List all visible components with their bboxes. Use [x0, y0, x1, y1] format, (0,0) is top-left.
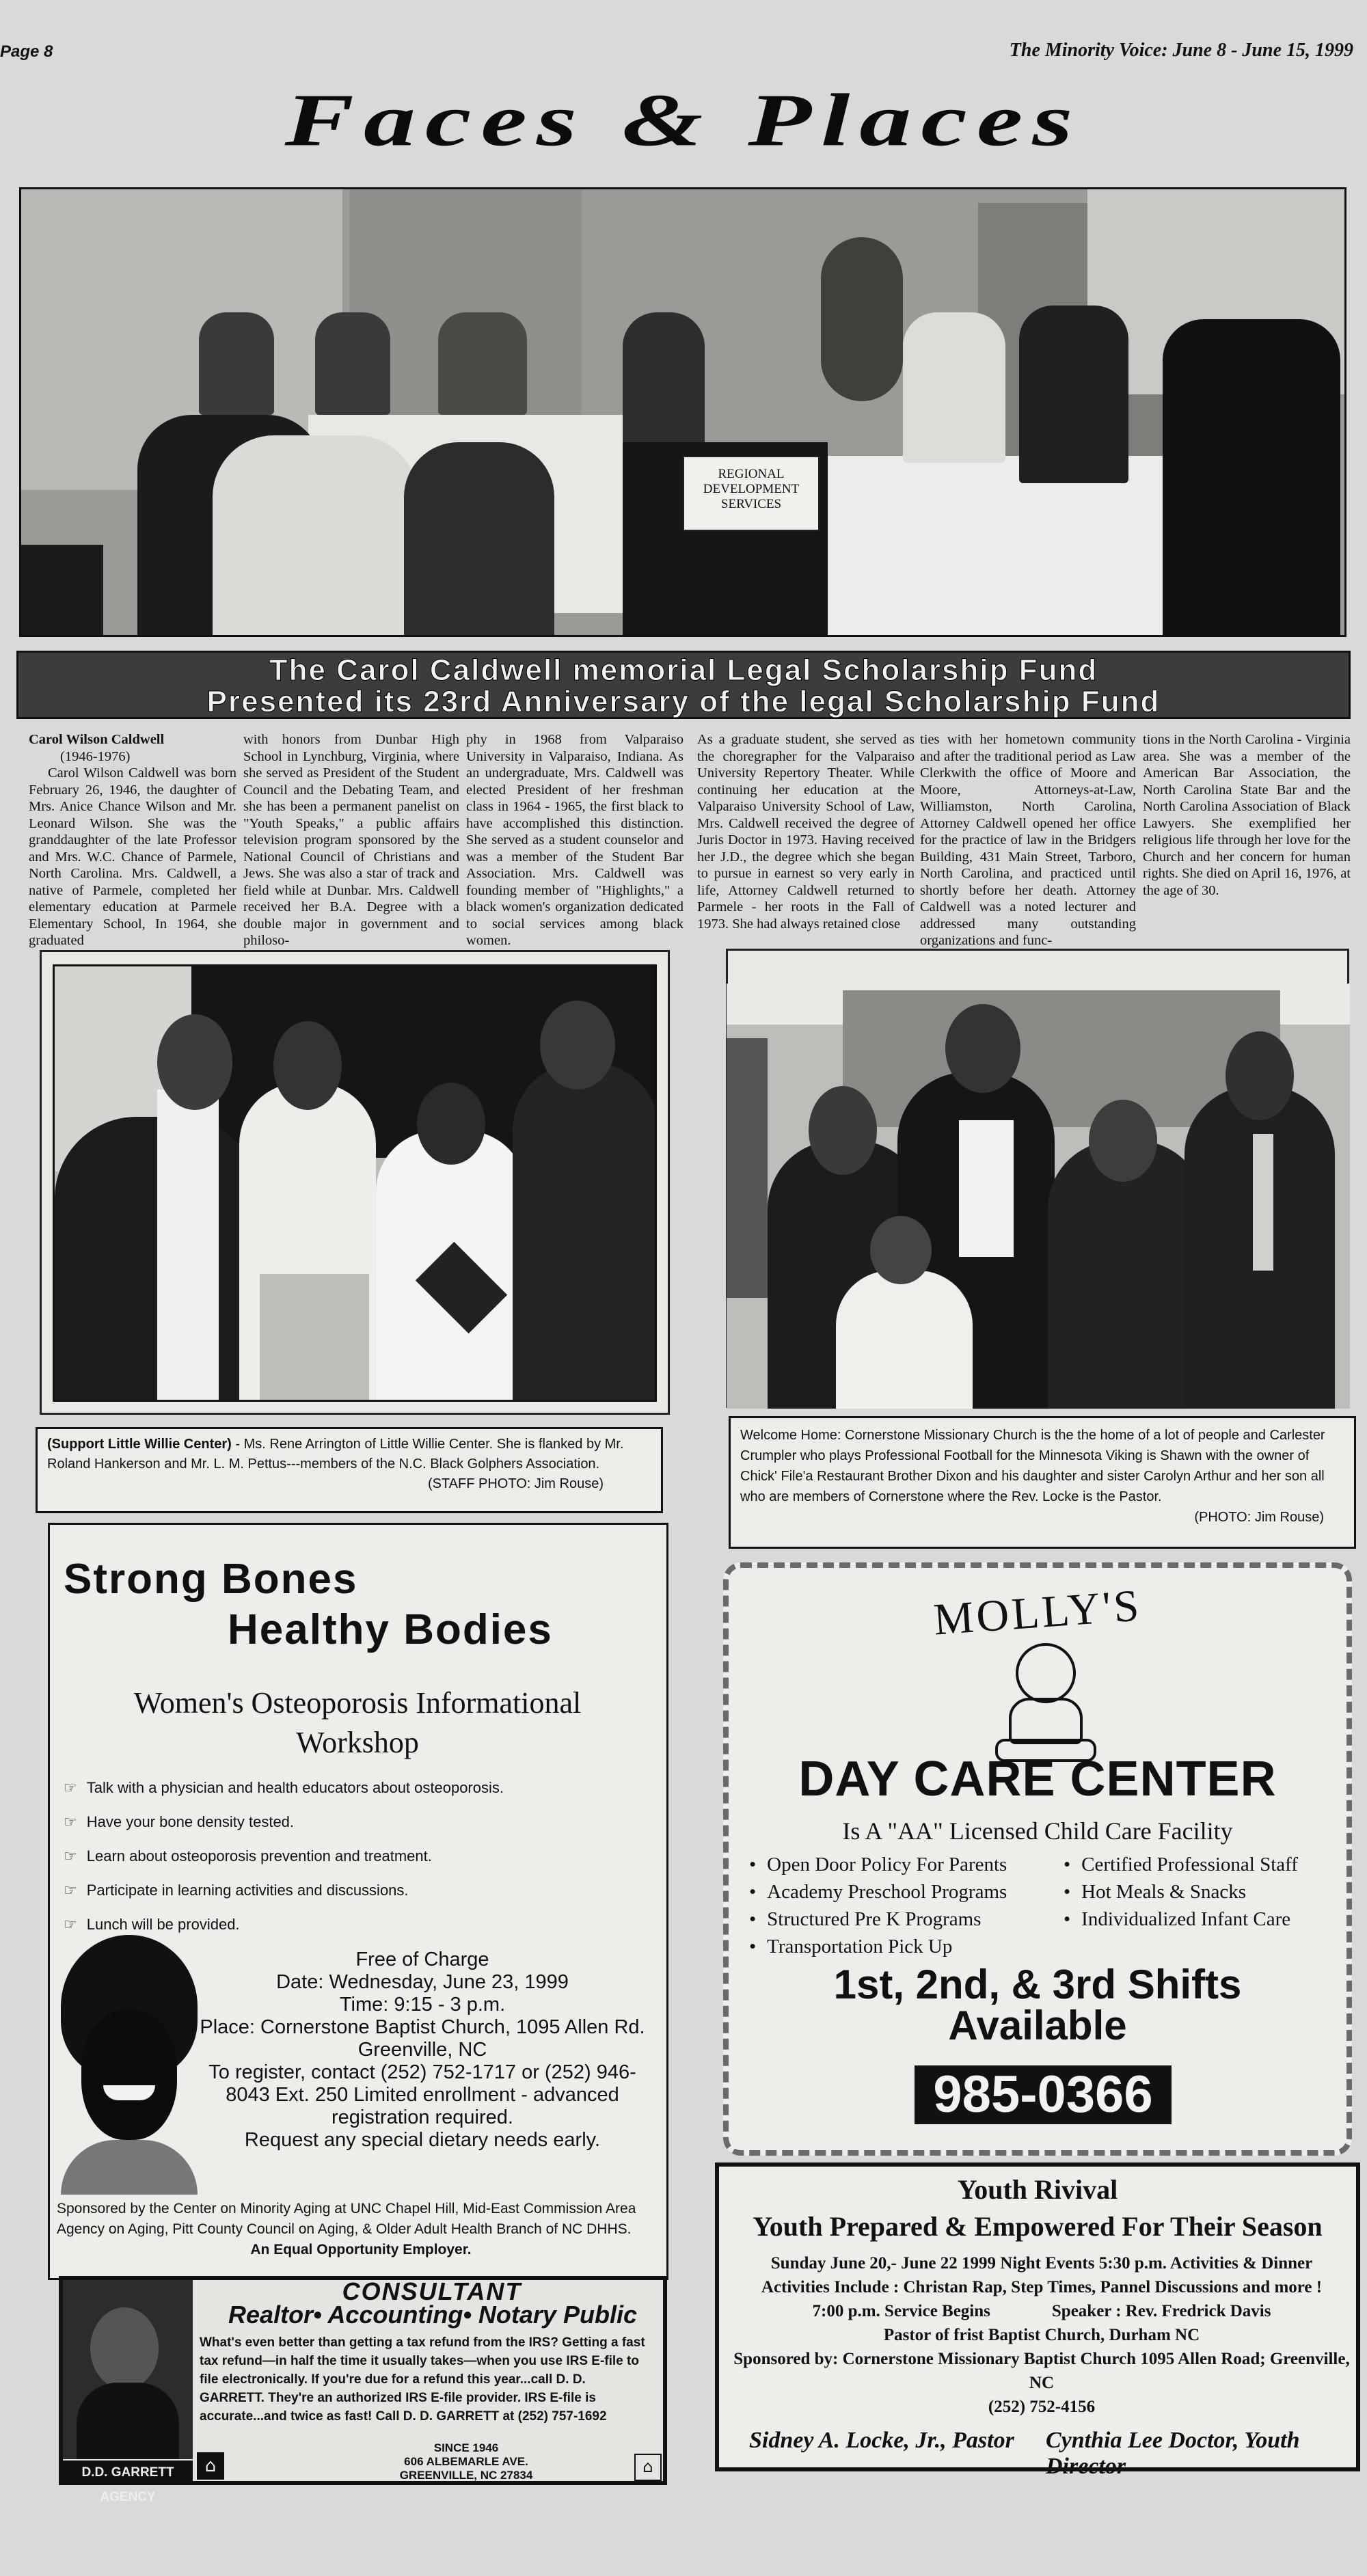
article-text-6: tions in the North Carolina - Virginia area. She was a member of the American Bar Association, the North Carolina State Bar and the North Carolina Association of Black Lawyers. She exemplified her religious life through her love for the Church and her concern for human rights. She died on April 16, 1976, at the age of 30. — [1143, 732, 1351, 898]
ad-bullet: ☞ Talk with a physician and health educators about osteoporosis. — [64, 1779, 504, 1797]
signature-pastor: Sidney A. Locke, Jr., Pastor — [749, 2428, 1014, 2453]
daycare-phone: 985-0366 — [915, 2065, 1172, 2124]
consultant-title: CONSULTANT — [342, 2277, 522, 2305]
feature-item: • Individualized Infant Care — [1064, 1906, 1351, 1933]
pointing-hand-icon: ☞ — [64, 1882, 77, 1899]
page-number: Page 8 — [0, 42, 53, 61]
youth-revival-ad — [715, 2163, 1360, 2479]
daycare-subtitle: Is A "AA" Licensed Child Care Facility — [842, 1817, 1233, 1845]
child-doll-icon — [995, 1643, 1091, 1759]
osteoporosis-ad — [48, 1523, 668, 2280]
ad-bullet-list — [64, 1779, 651, 1950]
article-text-1: Carol Wilson Caldwell was born February 26, 1946, the daughter of Mrs. Anice Chance Wilson and Mr. Leonard Wilson. She was the granddaughter of the late Professor and Mrs. W.C. Chance of Parmele, North Carolina. Mrs. Caldwell, a native of Parmele, completed her elementary education at Parmele Elementary School, In 1964, she graduated — [29, 765, 236, 948]
garrett-ad — [59, 2276, 667, 2504]
revival-service-line — [726, 2299, 1357, 2323]
ad-headline-1: Strong Bones — [64, 1556, 358, 1603]
ad-sponsor — [57, 2199, 665, 2260]
feature-item: • Academy Preschool Programs — [749, 1878, 1064, 1906]
caption-right — [729, 1416, 1356, 1549]
event-time: Time: 9:15 - 3 p.m. — [339, 1994, 506, 2016]
ad-bullet: ☞ Have your bone density tested. — [64, 1813, 295, 1831]
features-right — [1064, 1851, 1351, 1933]
event-register: To register, contact (252) 752-1717 or (252) 946-8043 Ext. 250 Limited enrollment - advanced registration required. — [208, 2061, 636, 2128]
article-column-1 — [29, 731, 236, 949]
shifts-line-1: 1st, 2nd, & 3rd Shifts — [833, 1962, 1242, 2007]
publication-line: The Minority Voice: June 8 - June 15, 1999 — [1009, 40, 1353, 61]
mollys-name: MOLLY'S — [932, 1580, 1143, 1645]
golfers-photo — [53, 964, 657, 1402]
ad-headline-2: Healthy Bodies — [228, 1606, 553, 1653]
caption-left-lead: (Support Little Willie Center) — [47, 1437, 232, 1452]
agency-name: D.D. GARRETT AGENCY — [63, 2460, 193, 2485]
equal-opportunity: An Equal Opportunity Employer. — [250, 2242, 472, 2258]
caption-right-text: Welcome Home: Cornerstone Missionary Church is the the home of a lot of people and Carlester Crumpler who plays Professional Football for the Minnesota Viking is Shawn with the owner of Chick' File'a Restaurant Brother Dixon and his daughter and sister Carolyn Arthur and her son all who are members of Cornerstone where the Rev. Locke is the Pastor. — [740, 1428, 1325, 1504]
equal-housing-icon: ⌂ — [634, 2454, 662, 2481]
revival-subtitle: Youth Prepared & Empowered For Their Season — [753, 2211, 1323, 2242]
revival-service: 7:00 p.m. Service Begins — [812, 2302, 990, 2320]
event-details — [193, 1949, 651, 2152]
feature-item: • Certified Professional Staff — [1064, 1851, 1351, 1878]
ad-subtitle: Women's Osteoporosis Informational Workshop — [133, 1686, 582, 1759]
caption-left-text: - Ms. Rene Arrington of Little Willie Center. She is flanked by Mr. Roland Hankerson and Mr. L. M. Pettus---members of the N.C. Black Golphers Association. — [47, 1437, 624, 1472]
address-line-2: GREENVILLE, NC 27834 — [399, 2469, 533, 2482]
agent-photo — [63, 2280, 193, 2459]
pointing-hand-icon: ☞ — [64, 1848, 77, 1865]
pointing-hand-icon: ☞ — [64, 1814, 77, 1831]
event-dietary: Request any special dietary needs early. — [244, 2129, 601, 2151]
since-line: SINCE 1946 — [433, 2441, 499, 2454]
ad-bullet: ☞ Learn about osteoporosis prevention and treatment. — [64, 1847, 432, 1865]
article-text-3: phy in 1968 from Valparaiso University in Valparaiso, Indiana. As an undergraduate, Mrs. Caldwell was elected President of her freshman class in 1964 - 1965, the first black to have accomplished this distinction. She served as a student counselor and was a member of the Student Bar Association. Mrs. Caldwell was founding member of "Highlights," a black women's organization dedicated to social services among black women. — [466, 732, 684, 948]
banner-line-2: Presented its 23rd Anniversary of the legal Scholarship Fund — [206, 685, 1161, 718]
consultant-body: What's even better than getting a tax refund from the IRS? Getting a fast tax refund—in half the time it usually takes—when you use IRS E-file to file electronically. If you're due for a refund this year...call D. D. GARRETT. They're an authorized IRS E-file provider. IRS E-file is accurate...and twice as fast! Call D. D. GARRETT at (252) 757-1692 — [200, 2335, 645, 2424]
pointing-hand-icon: ☞ — [64, 1780, 77, 1797]
cornerstone-photo — [727, 984, 1350, 1409]
signature-youth-director: Cynthia Lee Doctor, Youth Director — [1046, 2428, 1300, 2479]
event-place: Place: Cornerstone Baptist Church, 1095 Allen Rd. — [200, 2016, 645, 2038]
revival-phone: (252) 752-4156 — [988, 2398, 1096, 2416]
article-column-5 — [920, 731, 1136, 949]
caption-left — [36, 1427, 663, 1513]
address-line-1: 606 ALBEMARLE AVE. — [404, 2455, 528, 2468]
house-icon: ⌂ — [197, 2452, 224, 2480]
sponsor-text: Sponsored by the Center on Minority Aging at UNC Chapel Hill, Mid-East Commission Area Agency on Aging, Pitt County Council on Aging, & Older Adult Health Branch of NC DHHS. — [57, 2201, 636, 2237]
revival-speaker: Speaker : Rev. Fredrick Davis — [1051, 2302, 1271, 2320]
article-column-4 — [697, 731, 915, 932]
event-date: Date: Wednesday, June 23, 1999 — [276, 1971, 569, 1993]
daycare-title: DAY CARE CENTER — [798, 1752, 1277, 1806]
feature-item: • Hot Meals & Snacks — [1064, 1878, 1351, 1906]
mollys-daycare-ad — [723, 1562, 1352, 2156]
features-left — [749, 1851, 1064, 1960]
banner-line-1: The Carol Caldwell memorial Legal Scholarship Fund — [269, 653, 1098, 687]
scholarship-banner — [16, 651, 1351, 719]
revival-sponsor: Sponsored by: Cornerstone Missionary Baptist Church 1095 Allen Road; Greenville, NC — [733, 2350, 1350, 2392]
revival-details — [726, 2251, 1357, 2419]
pointing-hand-icon: ☞ — [64, 1916, 77, 1934]
podium-sign-text: REGIONAL DEVELOPMENT SERVICES — [703, 467, 800, 511]
caption-left-credit: (STAFF PHOTO: Jim Rouse) — [427, 1476, 604, 1491]
article-years: (1946-1976) — [60, 748, 131, 764]
revival-pastor-of: Pastor of frist Baptist Church, Durham NC — [883, 2326, 1200, 2344]
photo-frame-left — [40, 950, 670, 1415]
section-title: Faces & Places — [284, 79, 1083, 162]
caption-right-credit: (PHOTO: Jim Rouse) — [1194, 1510, 1324, 1525]
podium-sign — [683, 456, 820, 531]
article-column-3 — [466, 731, 684, 949]
feature-item: • Open Door Policy For Parents — [749, 1851, 1064, 1878]
ad-bullet: ☞ Lunch will be provided. — [64, 1916, 240, 1934]
event-free: Free of Charge — [355, 1949, 489, 1970]
woman-illustration — [54, 1935, 204, 2195]
photo-frame-right — [726, 949, 1349, 1408]
ad-bullet: ☞ Participate in learning activities and discussions. — [64, 1882, 409, 1899]
feature-item: • Transportation Pick Up — [749, 1933, 1064, 1960]
top-photo — [19, 187, 1346, 637]
revival-dates: Sunday June 20,- June 22 1999 Night Events 5:30 p.m. Activities & Dinner — [770, 2254, 1313, 2273]
article-column-6 — [1143, 731, 1351, 899]
consultant-address — [364, 2441, 569, 2482]
article-text-4: As a graduate student, she served as the choregrapher for the Valparaiso University Repertory Theater. While continuing her education at the Valparaiso University School of Law, Mrs. Caldwell received the degree of Juris Doctor in 1973. Having received her J.D., the degree which she began to pursue in earnest so very early in life, Attorney Caldwell returned to Parmele - her roots in the Fall of 1973. She had always retained close — [697, 732, 915, 932]
article-column-2 — [243, 731, 459, 949]
event-city: Greenville, NC — [357, 2039, 487, 2061]
revival-activities: Activities Include : Christan Rap, Step Times, Pannel Discussions and more ! — [761, 2278, 1323, 2296]
feature-item: • Structured Pre K Programs — [749, 1906, 1064, 1933]
revival-title: Youth Rivival — [957, 2174, 1118, 2205]
article-text-2: with honors from Dunbar High School in Lynchburg, Virginia, where she served as President of the Student Council and the Debating Team, and she has been a permanent panelist on "Youth Speaks," a public affairs television program sponsored by the National Council of Christians and Jews. She was also a star of track and field while at Dunbar. Mrs. Caldwell received her B.A. Degree with a double major in government and philoso- — [243, 732, 459, 948]
article-text-5: ties with her hometown community and after the traditional period as Law Clerkwith the office of Moore and Moore, Attorneys-at-Law, Williamston, North Carolina, Attorney Caldwell opened her office for the practice of law in the Bridgers Building, 431 Main Street, Tarboro, North Carolina, and practiced until shortly before her death. Attorney Caldwell was a noted lecturer and addressed many outstanding organizations and func- — [920, 732, 1136, 948]
shifts-line-2: Available — [948, 2003, 1127, 2048]
consultant-services: Realtor• Accounting• Notary Public — [228, 2301, 637, 2329]
article-heading: Carol Wilson Caldwell — [29, 732, 165, 747]
